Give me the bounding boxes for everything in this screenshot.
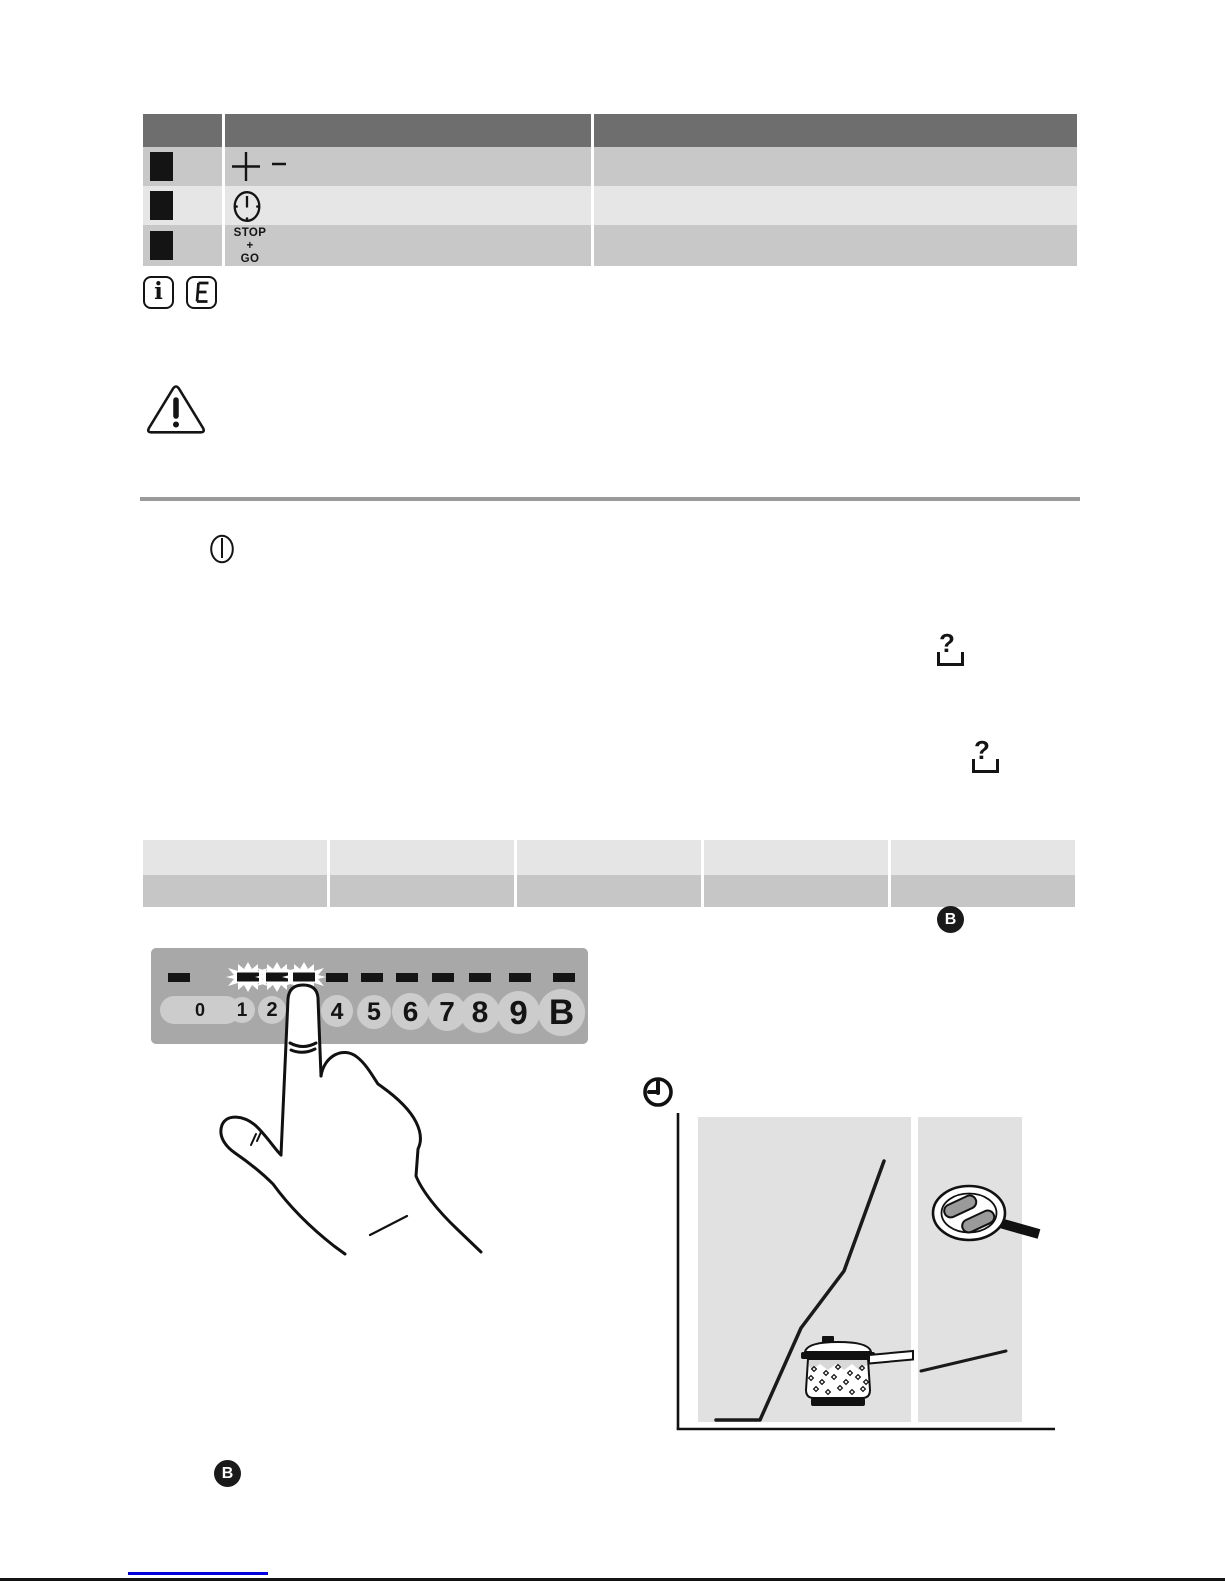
stop-go-icon: STOP + GO bbox=[233, 227, 267, 265]
key-position-swatch bbox=[150, 231, 173, 260]
table1-header-cell-2 bbox=[225, 114, 591, 147]
page-bottom-rule bbox=[0, 1578, 1225, 1581]
table2-body-cell bbox=[704, 875, 888, 907]
table2-header-cell bbox=[517, 840, 701, 875]
table2-body-cell bbox=[330, 875, 514, 907]
table1-header-cell-3 bbox=[594, 114, 1077, 147]
table1-row3-cell2 bbox=[225, 225, 591, 266]
table1-row3-cell3 bbox=[594, 225, 1077, 266]
panel-button-4: 4 bbox=[321, 995, 353, 1027]
level-dash bbox=[509, 973, 531, 982]
table1-row2-cell3 bbox=[594, 186, 1077, 225]
booster-badge: B bbox=[937, 906, 964, 933]
level-dash bbox=[326, 973, 348, 982]
level-dash bbox=[469, 973, 491, 982]
help-icon: ? bbox=[971, 743, 998, 773]
panel-button-9: 9 bbox=[497, 991, 540, 1034]
panel-button-8: 8 bbox=[460, 993, 500, 1033]
error-code-icon bbox=[186, 276, 217, 309]
warning-icon bbox=[144, 383, 208, 434]
power-on-icon bbox=[207, 532, 237, 566]
panel-button-2: 2 bbox=[258, 996, 286, 1024]
section-divider bbox=[140, 497, 1080, 501]
info-icon: i bbox=[143, 276, 174, 309]
level-dash bbox=[168, 973, 190, 982]
table1-row1-cell1 bbox=[143, 147, 222, 186]
table2-body-cell bbox=[517, 875, 701, 907]
panel-button-booster: B bbox=[538, 989, 585, 1036]
table2-header-cell bbox=[704, 840, 888, 875]
hyperlink-underline[interactable] bbox=[128, 1572, 268, 1575]
panel-button-6: 6 bbox=[392, 993, 429, 1030]
panel-button-7: 7 bbox=[428, 993, 466, 1031]
plus-minus-icon bbox=[231, 150, 287, 183]
timer-clock-icon bbox=[231, 188, 263, 225]
table1-row2-cell2 bbox=[225, 186, 591, 225]
bracket-shape bbox=[972, 759, 999, 773]
table1-row3-cell1 bbox=[143, 225, 222, 266]
key-position-swatch bbox=[150, 191, 173, 220]
table1-row1-cell2 bbox=[225, 147, 591, 186]
level-dash bbox=[432, 973, 454, 982]
table2-body-cell bbox=[891, 875, 1075, 907]
frying-pan-illustration bbox=[933, 1186, 1039, 1240]
seven-segment-e bbox=[194, 281, 210, 304]
table2-header-cell bbox=[143, 840, 327, 875]
level-dash bbox=[396, 973, 418, 982]
level-dash bbox=[361, 973, 383, 982]
panel-button-5: 5 bbox=[357, 995, 391, 1029]
panel-button-1: 1 bbox=[229, 997, 255, 1023]
table2-body-cell bbox=[143, 875, 327, 907]
panel-button-0: 0 bbox=[160, 996, 240, 1024]
table2-header-cell bbox=[891, 840, 1075, 875]
bracket-shape bbox=[937, 652, 964, 666]
level-dash bbox=[553, 973, 575, 982]
pressing-hand-illustration bbox=[210, 983, 500, 1278]
help-icon: ? bbox=[936, 636, 963, 666]
table1-header-cell-1 bbox=[143, 114, 222, 147]
heat-up-time-figure bbox=[630, 1060, 1070, 1440]
table1-row1-cell3 bbox=[594, 147, 1077, 186]
booster-badge: B bbox=[214, 1460, 241, 1487]
key-position-swatch bbox=[150, 152, 173, 181]
table2-header-cell bbox=[330, 840, 514, 875]
table1-row2-cell1 bbox=[143, 186, 222, 225]
clock-icon bbox=[645, 1079, 671, 1105]
